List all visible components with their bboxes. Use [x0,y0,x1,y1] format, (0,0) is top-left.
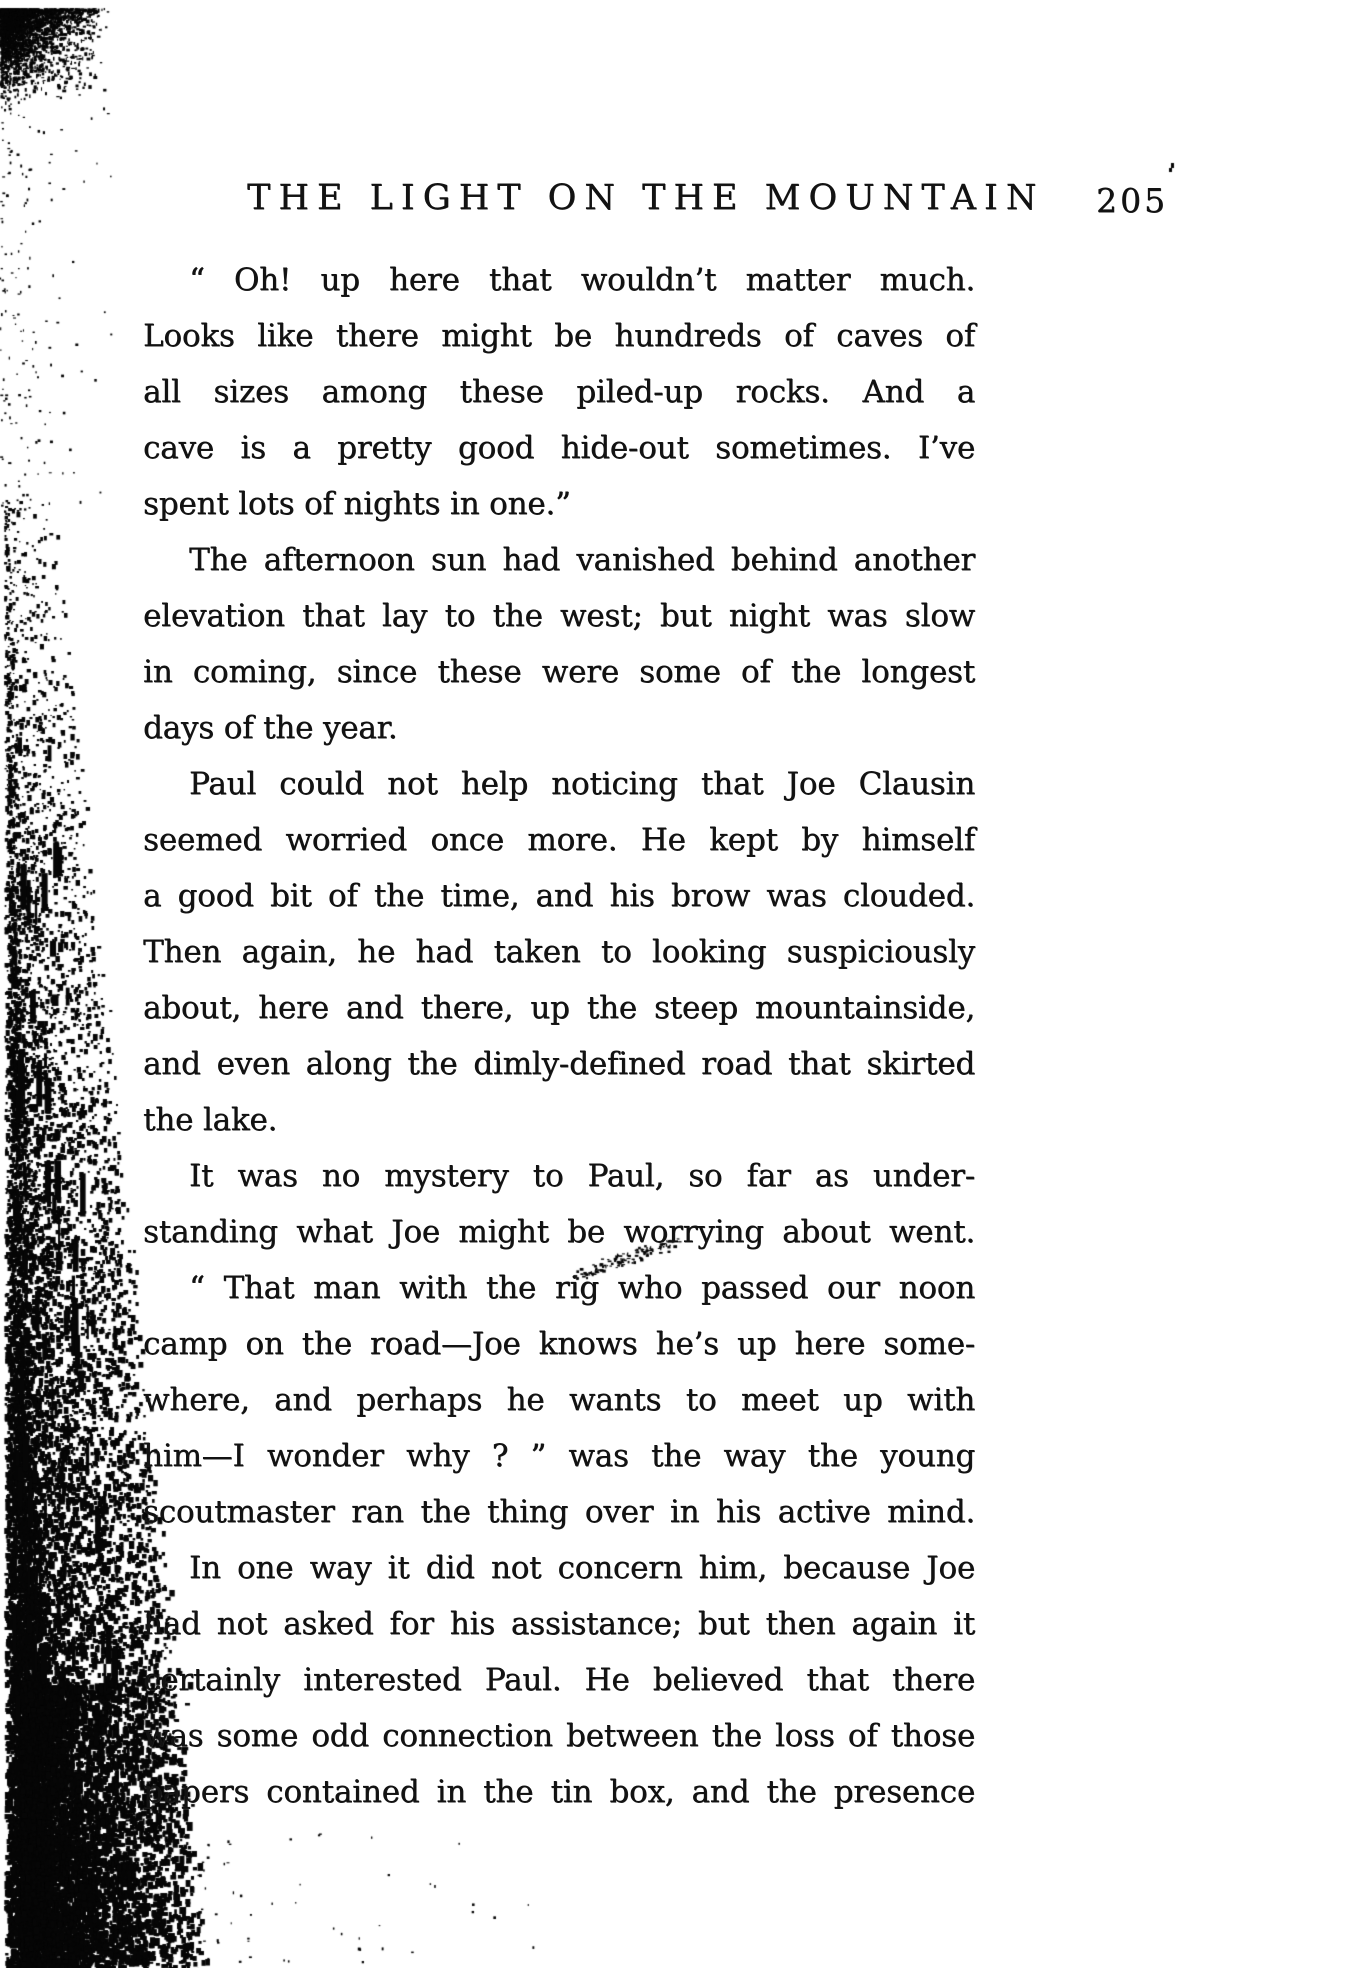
paragraph [143,532,975,756]
page-body-text [143,252,975,1820]
text-line: elevation that lay to the west; but night was slow [143,598,975,634]
text-line: certainly interested Paul. He believed that there [143,1662,975,1698]
text-line: a good bit of the time, and his brow was clouded. [143,878,975,914]
page-header [0,178,1351,228]
text-line: In one way it did not concern him, because Joe [189,1550,975,1586]
text-line: The afternoon sun had vanished behind another [189,542,975,578]
text-line: “ That man with the rig who passed our noon [189,1270,975,1306]
text-line: days of the year. [143,710,398,746]
text-line: Looks like there might be hundreds of caves of [143,318,975,354]
text-line: and even along the dimly-defined road that skirted [143,1046,975,1082]
text-line: the lake. [143,1102,278,1138]
text-line: Paul could not help noticing that Joe Clausin [189,766,975,802]
text-line: all sizes among these piled-up rocks. And a [143,374,975,410]
paragraph [143,1148,975,1260]
paragraph [143,1540,975,1820]
text-line: standing what Joe might be worrying about went. [143,1214,975,1250]
paragraph [143,1260,975,1540]
text-line: Then again, he had taken to looking suspiciously [143,934,975,970]
paragraph [143,756,975,1148]
text-line: had not asked for his assistance; but then again it [143,1606,975,1642]
text-line: It was no mystery to Paul, so far as under- [189,1158,975,1194]
paragraph [143,252,975,532]
text-line: in coming, since these were some of the longest [143,654,975,690]
text-line: cave is a pretty good hide-out sometimes. I’ve [143,430,975,466]
text-line: camp on the road—Joe knows he’s up here some- [143,1326,975,1362]
text-line: where, and perhaps he wants to meet up with [143,1382,975,1418]
running-title: THE LIGHT ON THE MOUNTAIN [247,178,1045,218]
text-line: papers contained in the tin box, and the presence [143,1774,975,1810]
page-number: 205 [1096,181,1168,220]
text-line: “ Oh! up here that wouldn’t matter much. [189,262,975,298]
text-line: seemed worried once more. He kept by himself [143,822,975,858]
text-line: him—I wonder why ? ” was the way the young [143,1438,975,1474]
text-line: was some odd connection between the loss of those [143,1718,975,1754]
text-line: about, here and there, up the steep mountainside, [143,990,975,1026]
text-line: spent lots of nights in one.” [143,486,571,522]
text-line: scoutmaster ran the thing over in his active mind. [143,1494,975,1530]
